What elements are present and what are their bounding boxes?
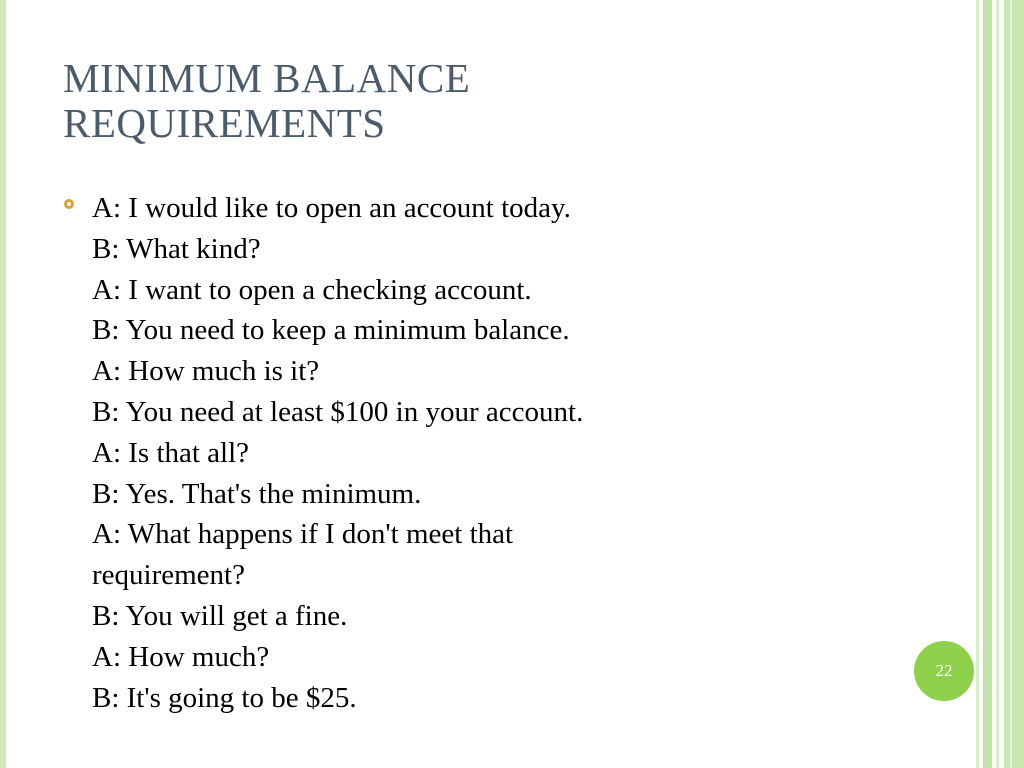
dialogue-line: B: You will get a fine. (92, 599, 348, 632)
slide-title-line: MINIMUM BALANCE (63, 55, 471, 101)
slide-title (63, 56, 623, 146)
dialogue-line: A: How much is it? (92, 355, 320, 388)
dialogue-text (92, 188, 872, 718)
right-stripe-decoration (976, 0, 979, 768)
dialogue-line: A: What happens if I don't meet that (92, 518, 514, 551)
right-stripe-decoration (983, 0, 992, 768)
dialogue-line: A: Is that all? (92, 436, 250, 469)
right-stripe-decoration (996, 0, 999, 768)
dialogue-line: A: I would like to open an account today. (92, 192, 571, 224)
dialogue-line: B: You need at least $100 in your account. (92, 395, 584, 428)
left-border-decoration (0, 0, 6, 768)
page-number-badge: 22 (914, 641, 974, 701)
dialogue-line: A: How much? (92, 640, 270, 673)
right-stripe-decoration (1010, 0, 1012, 768)
right-stripe-decoration (1004, 0, 1024, 768)
bullet-circle-icon (64, 199, 74, 209)
slide-title-line: REQUIREMENTS (63, 100, 386, 146)
dialogue-line: B: Yes. That's the minimum. (92, 477, 422, 510)
dialogue-line: requirement? (92, 559, 245, 592)
dialogue-line: B: What kind? (92, 232, 261, 265)
dialogue-line: B: It's going to be $25. (92, 681, 357, 714)
dialogue-line: A: I want to open a checking account. (92, 273, 532, 306)
dialogue-line: B: You need to keep a minimum balance. (92, 314, 570, 347)
